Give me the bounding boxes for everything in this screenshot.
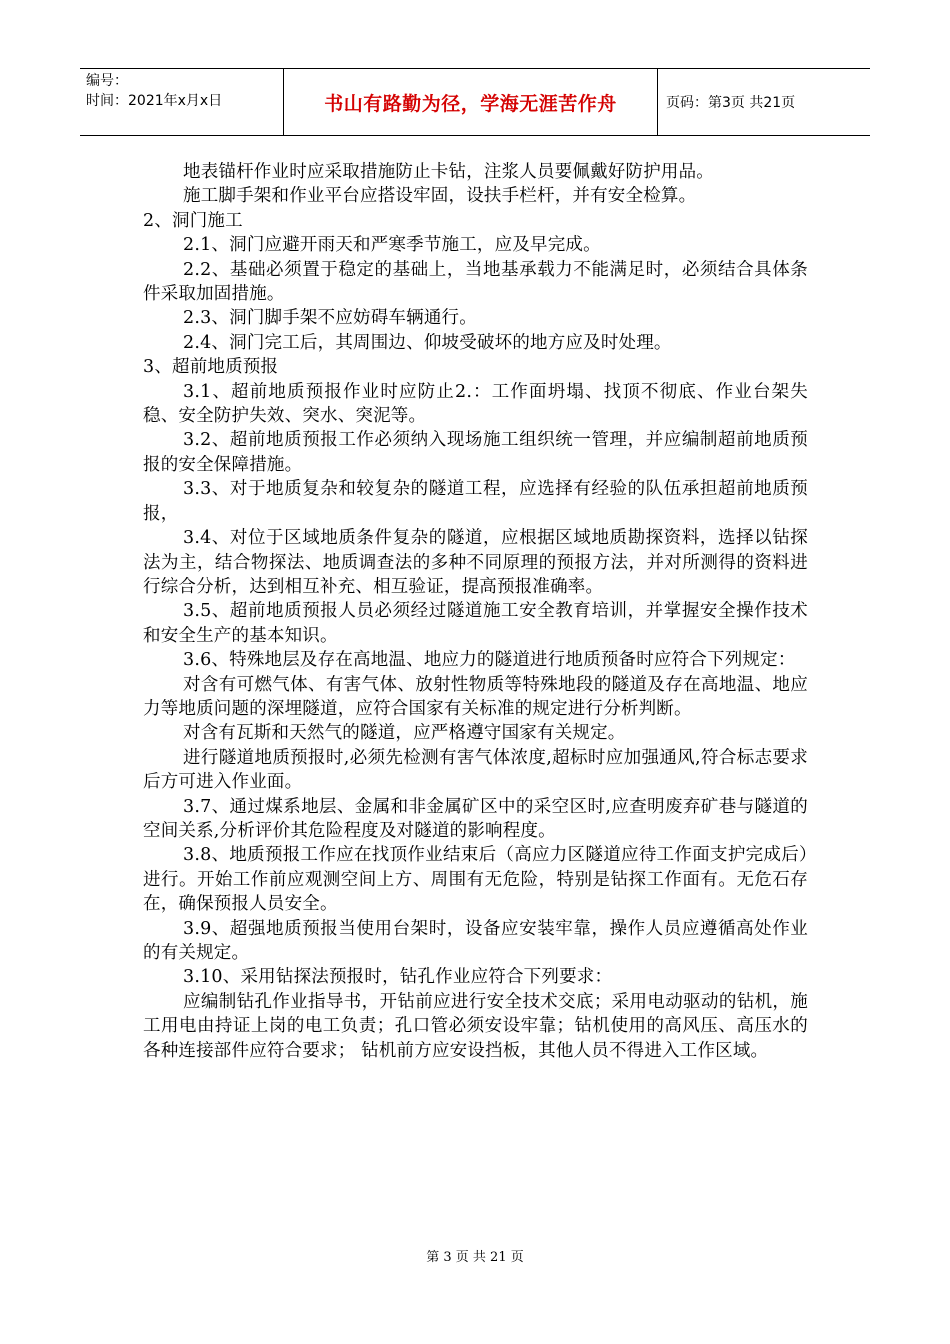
body-paragraph: 3.2、超前地质预报工作必须纳入现场施工组织统一管理，并应编制超前地质预报的安全保障措施。 — [143, 430, 808, 475]
body-paragraph: 3.4、对位于区域地质条件复杂的隧道，应根据区域地质勘探资料，选择以钻探法为主，结合物探法、地质调查法的多种不同原理的预报方法，并对所测得的资料进行综合分析，达到相互补充、相互验证，提高预报准确率。 — [143, 528, 808, 597]
header-meta-cell — [80, 69, 284, 135]
body-paragraph: 3.7、通过煤系地层、金属和非金属矿区中的采空区时,应查明废弃矿巷与隧道的空间关系,分析评价其危险程度及对隧道的影响程度。 — [143, 796, 808, 841]
body-paragraph: 2.2、基础必须置于稳定的基础上，当地基承载力不能满足时，必须结合具体条件采取加固措施。 — [143, 259, 808, 305]
body-paragraph: 2.4、洞门完工后，其周围边、仰坡受破坏的地方应及时处理。 — [183, 332, 672, 353]
body-paragraph: 3.5、超前地质预报人员必须经过隧道施工安全教育培训，并掌握安全操作技术和安全生产的基本知识。 — [143, 601, 808, 646]
body-paragraph: 对含有可燃气体、有害气体、放射性物质等特殊地段的隧道及存在高地温、地应力等地质问题的深埋隧道，应符合国家有关标准的规定进行分析判断。 — [143, 674, 808, 719]
document-number-label: 编号： — [86, 73, 128, 89]
page-footer: 第 3 页 共 21 页 — [426, 1250, 524, 1265]
section-heading: 3、超前地质预报 — [143, 357, 279, 378]
body-paragraph: 地表锚杆作业时应采取措施防止卡钻，注浆人员要佩戴好防护用品。 — [183, 162, 714, 182]
body-paragraph: 3.6、特殊地层及存在高地温、地应力的隧道进行地质预备时应符合下列规定： — [183, 650, 796, 671]
body-paragraph: 2.1、洞门应避开雨天和严寒季节施工，应及早完成。 — [183, 235, 601, 256]
body-paragraph: 对含有瓦斯和天然气的隧道，应严格遵守国家有关规定。 — [183, 723, 626, 744]
body-paragraph: 3.1、超前地质预报作业时应防止2.：工作面坍塌、找顶不彻底、作业台架失稳、安全防护失效、突水、突泥等。 — [143, 381, 808, 427]
header-motto: 书山有路勤为径，学海无涯苦作舟 — [284, 69, 658, 135]
body-paragraph: 3.3、对于地质复杂和较复杂的隧道工程，应选择有经验的队伍承担超前地质预报， — [143, 479, 808, 524]
section-heading: 2、洞门施工 — [143, 210, 243, 231]
body-paragraph: 施工脚手架和作业平台应搭设牢固，设扶手栏杆，并有安全检算。 — [183, 186, 697, 207]
body-paragraph: 进行隧道地质预报时,必须先检测有害气体浓度,超标时应加强通风,符合标志要求后方可进入作业面。 — [143, 747, 808, 793]
body-paragraph: 3.8、地质预报工作应在找顶作业结束后（高应力区隧道应待工作面支护完成后）进行。开始工作前应观测空间上方、周围有无危险，特别是钻探工作面有。无危石存在，确保预报人员安全。 — [143, 845, 808, 915]
document-body — [143, 160, 808, 1063]
page-header — [80, 68, 870, 136]
header-page-info: 页码：第3页 共21页 — [666, 95, 796, 111]
document-time-label: 时间：2021年x月x日 — [86, 93, 223, 109]
body-paragraph: 3.10、采用钻探法预报时，钻孔作业应符合下列要求： — [183, 967, 613, 988]
body-paragraph: 3.9、超强地质预报当使用台架时，设备应安装牢靠，操作人员应遵循高处作业的有关规定。 — [143, 918, 808, 963]
body-paragraph: 应编制钻孔作业指导书，开钻前应进行安全技术交底；采用电动驱动的钻机，施工用电由持证上岗的电工负责；孔口管必须安设牢靠；钻机使用的高风压、高压水的各种连接部件应符合要求； 钻机前方应安设挡板，其他人员不得进入工作区域。 — [143, 991, 808, 1061]
body-paragraph: 2.3、洞门脚手架不应妨碍车辆通行。 — [183, 308, 477, 329]
